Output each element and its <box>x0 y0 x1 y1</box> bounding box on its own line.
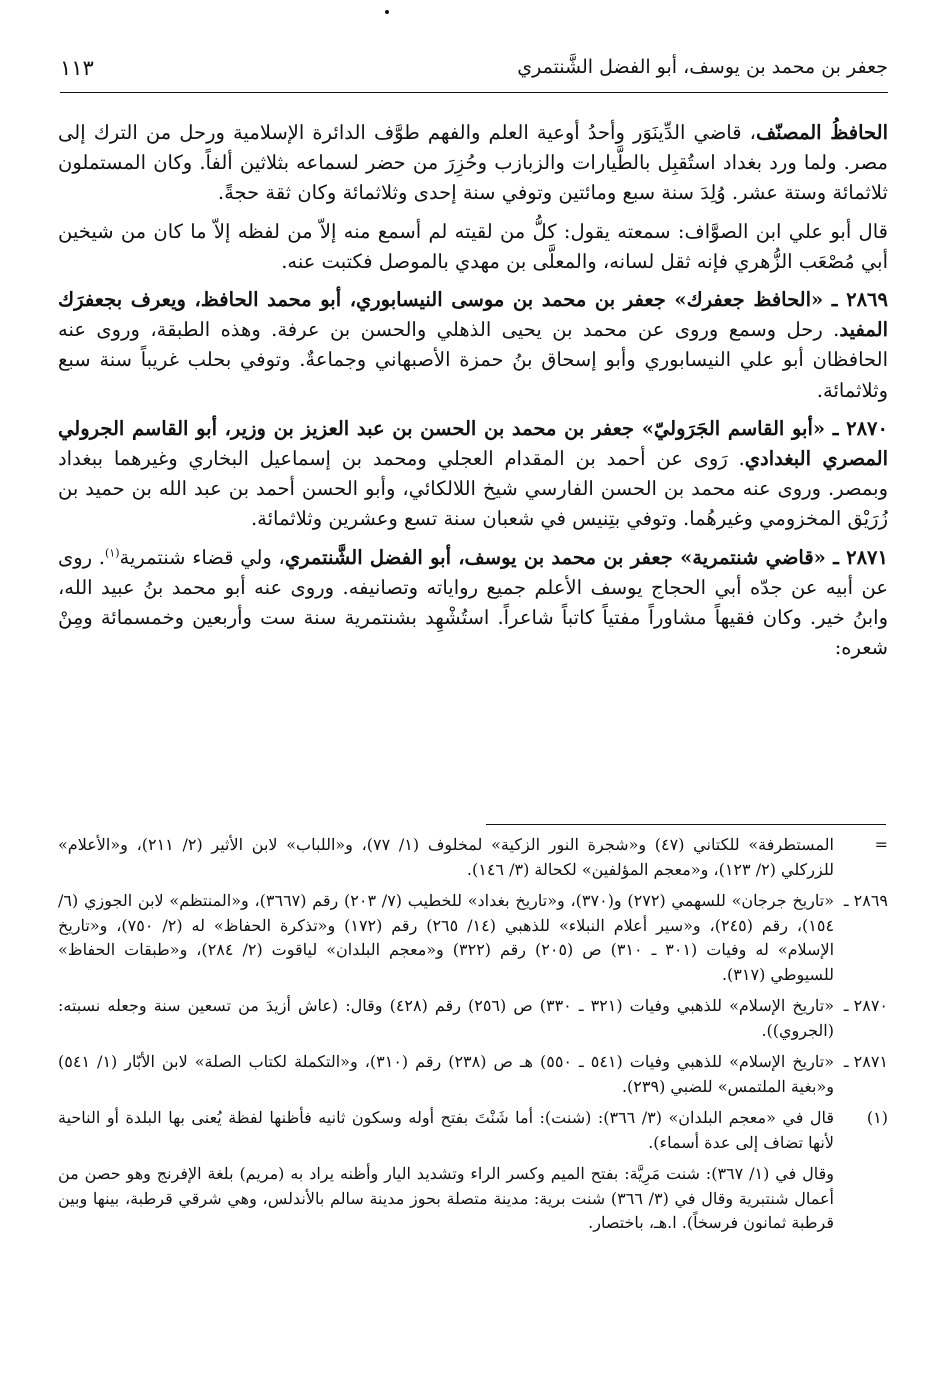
page-number: ١١٣ <box>60 56 94 80</box>
footnote-marker: (١) <box>866 1108 888 1127</box>
main-text <box>58 118 888 671</box>
footnote-text: «تاريخ الإسلام» للذهبي وفيات (٥٤١ ـ ٥٥٠) هـ ص (٢٣٨) رقم (٣١٠)، و«التكملة لكتاب الصلة» لابن الأبّار (١/ ٥٤١) و«بغية الملتمس» للضبي (٢٣٩). <box>58 1052 834 1096</box>
paragraph-opening <box>58 118 888 209</box>
paragraph-opening-bold: الحافظُ المصنّف <box>755 121 888 144</box>
footnote-text: «تاريخ الإسلام» للذهبي وفيات (٣٢١ ـ ٣٣٠) ص (٢٥٦) رقم (٤٢٨) وقال: (عاش أزيدَ من تسعين سنة وجعله نسبته: (الجروي)). <box>58 996 834 1040</box>
footnote-marker: ٢٨٧١ ـ <box>843 1052 888 1071</box>
footnote <box>58 994 888 1043</box>
entry-2869-heading: ٢٨٦٩ ـ «الحافظ جعفرك» جعفر بن محمد بن موسى النيسابوري، أبو محمد الحافظ، ويعرف بجعفرَك المفيد <box>58 288 888 342</box>
footnote <box>58 1106 888 1155</box>
footnote-marker: ٢٨٦٩ ـ <box>843 891 888 910</box>
entry-2870 <box>58 414 888 535</box>
entry-2869 <box>58 285 888 406</box>
entry-2871 <box>58 543 888 664</box>
footnote-text: وقال في (١/ ٣٦٧): شنت مَرِيَّة: بفتح الميم وكسر الراء وتشديد اليار وأظنه يراد به (مريم) بلغة الإفرنج وهو حصن من أعمال شنتبرية وقال في (٣/ ٣٦٦) شنت برية: مدينة متصلة بحوز مدينة سالم بالأندلس، وهي شرقي قرطبة، بينها وبين قرطبة ثمانون فرسخاً). ا.هـ، باختصار. <box>58 1164 834 1232</box>
footnotes <box>58 833 888 1243</box>
footnote-marker: = <box>874 835 888 854</box>
running-title: جعفر بن محمد بن يوسف، أبو الفضل الشَّنتمري <box>517 56 888 78</box>
footnote-continuation <box>58 1162 888 1236</box>
footnote <box>58 1050 888 1099</box>
footnote-divider <box>486 824 886 825</box>
entry-2871-text-2: . روى عن أبيه عن جدّه أبي الحجاج يوسف الأعلم جميع رواياته وتصانيفه. وروى عنه أبو محمد بنُ عبيد الله، وابنُ خير. وكان فقيهاً مشاوراً مفتياً كاتباً شاعراً. استُشْهِد بشنتمرية سنة ست وأربعين وخمسمائة ومِنْ شعره: <box>58 545 888 660</box>
footnote <box>58 833 888 882</box>
paragraph-quote-text: قال أبو علي ابن الصوَّاف: سمعته يقول: كلُّ من لقيته لم أسمع منه إلاّ من لفظه إلاّ ما كان من شيخين أبي مُصْعَب الزُّهري فإنه ثقل لسانه، والمعلَّى بن مهدي بالموصل فكتبت عنه. <box>58 219 888 273</box>
page-header <box>60 50 888 93</box>
footnote-reference[interactable]: (١) <box>104 546 120 560</box>
stray-dot <box>385 10 389 14</box>
footnote <box>58 889 888 987</box>
paragraph-opening-text: ، قاضي الدِّينَوَر وأحدُ أوعية العلم والفهم طوَّف الدائرة الإسلامية ورحل من الترك إلى مصر. ولما ورد بغداد استُقبِل بالطَّيارات والزبازب وحُزِرَ من حضر لسماعه بثلاثين ألفاً. وكان المستملون ثلاثمائة وستة عشر. وُلِدَ سنة سبع ومائتين وتوفي سنة إحدى وثلاثمائة وكان ثقة حجةً. <box>58 121 888 205</box>
entry-2869-text: . رحل وسمع وروى عن محمد بن يحيى الذهلي والحسن بن عرفة. وهذه الطبقة، وروى عنه الحافظان أبو علي النيسابوري وأبو إسحاق بنُ حمزة الأصبهاني وجماعةٌ. وتوفي بحلب غريباً سنة سبع وثلاثمائة. <box>58 318 888 402</box>
entry-2870-heading: ٢٨٧٠ ـ «أبو القاسم الجَرَوليّ» جعفر بن محمد بن الحسن بن عبد العزيز بن وزير، أبو القاسم الجرولي المصري البغدادي <box>58 416 888 471</box>
entry-2871-text-1: ، ولي قضاء شنتمرية <box>119 545 285 569</box>
footnote-marker: ٢٨٧٠ ـ <box>843 996 888 1015</box>
footnote-text: المستطرفة» للكتاني (٤٧) و«شجرة النور الزكية» لمخلوف (١/ ٧٧)، و«اللباب» لابن الأثير (٢/ ٢١١)، و«الأعلام» للزركلي (٢/ ١٢٣)، و«معجم المؤلفين» لكحالة (٣/ ١٤٦). <box>58 835 834 879</box>
footnote-text: قال في «معجم البلدان» (٣/ ٣٦٦): (شنت): أما شَنْتَ بفتح أوله وسكون ثانيه فأظنها لفظة يُعنى بها البلدة أو الناحية لأنها تضاف إلى عدة أسماء). <box>58 1108 834 1152</box>
entry-2870-text: . رَوى عن أحمد بن المقدام العجلي ومحمد بن إسماعيل البخاري وغيرهما ببغداد وبمصر. وروى عنه محمد بن الحسن الفارسي شيخ اللالكائي، وأبو الحسن أحمد بن عبد الله بن حميد بن زُرَيْق المخزومي وغيرهُما. وتوفي بتِنيس في شعبان سنة تسع وعشرين وثلاثمائة. <box>58 447 888 531</box>
footnote-text: «تاريخ جرجان» للسهمي (٢٧٢) و(٣٧٠)، و«تاريخ بغداد» للخطيب (٧/ ٢٠٣) رقم (٣٦٦٧)، و«المنتظم» لابن الجوزي (٦/ ١٥٤)، رقم (٢٤٥)، و«سير أعلام النبلاء» للذهبي (١٤/ ٢٦٥) رقم (١٧٢) و«تذكرة الحفاظ» له (٢/ ٧٥٠)، و«تاريخ الإسلام» له وفيات (٣٠١ ـ ٣١٠) ص (٢٠٥) رقم (٣٢٢) و«معجم البلدان» لياقوت (٢/ ٢٨٤)، و«طبقات الحفاظ» للسيوطي (٣١٧). <box>58 891 835 984</box>
entry-2871-heading: ٢٨٧١ ـ «قاضي شنتمرية» جعفر بن محمد بن يوسف، أبو الفضل الشَّنتمري <box>284 545 888 569</box>
paragraph-quote <box>58 217 888 277</box>
